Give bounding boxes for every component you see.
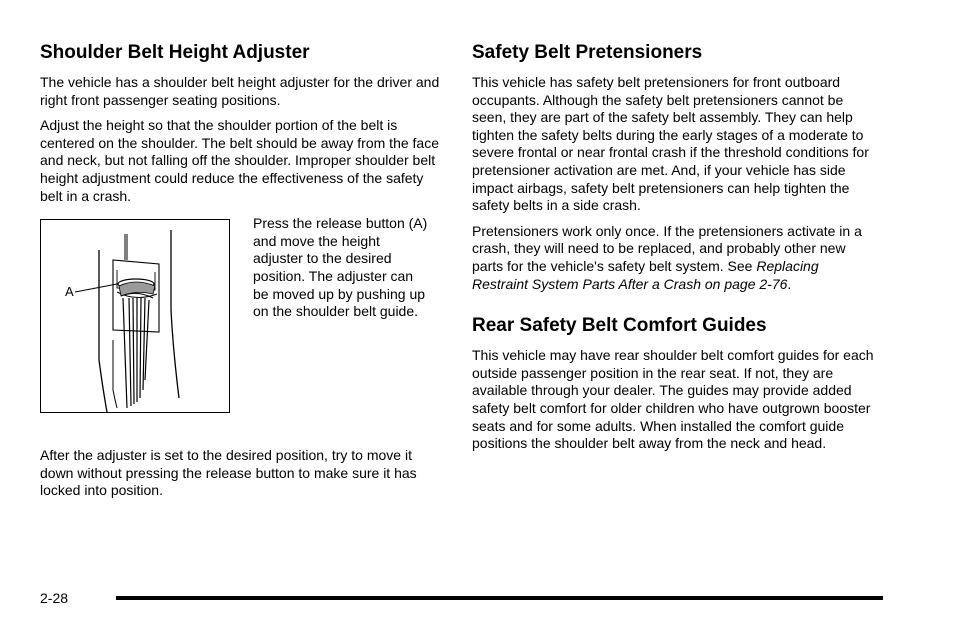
adjuster-illustration — [40, 219, 230, 413]
figure-row — [40, 215, 440, 425]
pretensioners-once-text: Pretensioners work only once. If the pretensioners activate in a crash, they will need to be replaced, and probably other new parts for the vehicle's safety belt system. See — [472, 222, 862, 274]
figure-label-a: A — [65, 284, 74, 300]
paragraph-pretensioners-intro: This vehicle has safety belt pretensioners for front outboard occupants. Although the safety belt pretensioners cannot be seen, they are part of the safety belt assembly. They can help tighten the safety belts during the early stages of a moderate to severe frontal or near frontal crash if the threshold conditions for pretensioner activation are met. And, if your vehicle has side impact airbags, safety belt pretensioners can help tighten the safety belts in a side crash. — [472, 74, 869, 214]
figure-caption: Press the release button (A) and move the height adjuster to the desired position. The adjuster can be moved up by pushing up on the shoulder belt guide. — [253, 215, 428, 320]
left-column — [40, 42, 440, 508]
paragraph-pretensioners-once — [472, 223, 877, 293]
heading-rear-comfort-guides: Rear Safety Belt Comfort Guides — [472, 315, 767, 337]
pretensioners-once-end: . — [787, 275, 792, 292]
footer-rule — [116, 596, 883, 600]
right-column — [472, 42, 877, 461]
cross-reference-link[interactable]: Replacing Restraint System Parts After a Crash on page 2-76 — [472, 257, 819, 292]
heading-shoulder-belt-height-adjuster: Shoulder Belt Height Adjuster — [40, 42, 310, 63]
paragraph-adjuster-intro: The vehicle has a shoulder belt height adjuster for the driver and right front passenger seating positions. — [40, 74, 440, 108]
page-number: 2-28 — [40, 590, 69, 606]
heading-safety-belt-pretensioners: Safety Belt Pretensioners — [472, 42, 703, 63]
paragraph-comfort-guides: This vehicle may have rear shoulder belt comfort guides for each outside passenger position in the rear seat. If not, they are available through your dealer. The guides may provide added safety belt comfort for older children who have outgrown booster seats and for some adults. When installed the comfort guide positions the shoulder belt away from the neck and head. — [472, 347, 874, 452]
paragraph-after-adjusting: After the adjuster is set to the desired position, try to move it down without pressing the release button to make sure it has locked into position. — [40, 447, 417, 499]
shoulder-belt-adjuster-drawing — [41, 220, 229, 412]
paragraph-adjust-height: Adjust the height so that the shoulder portion of the belt is centered on the shoulder. The belt should be away from the face and neck, but not falling off the shoulder. Improper shoulder belt height adjustment could reduce the effectiveness of the safety belt in a crash. — [40, 117, 439, 204]
